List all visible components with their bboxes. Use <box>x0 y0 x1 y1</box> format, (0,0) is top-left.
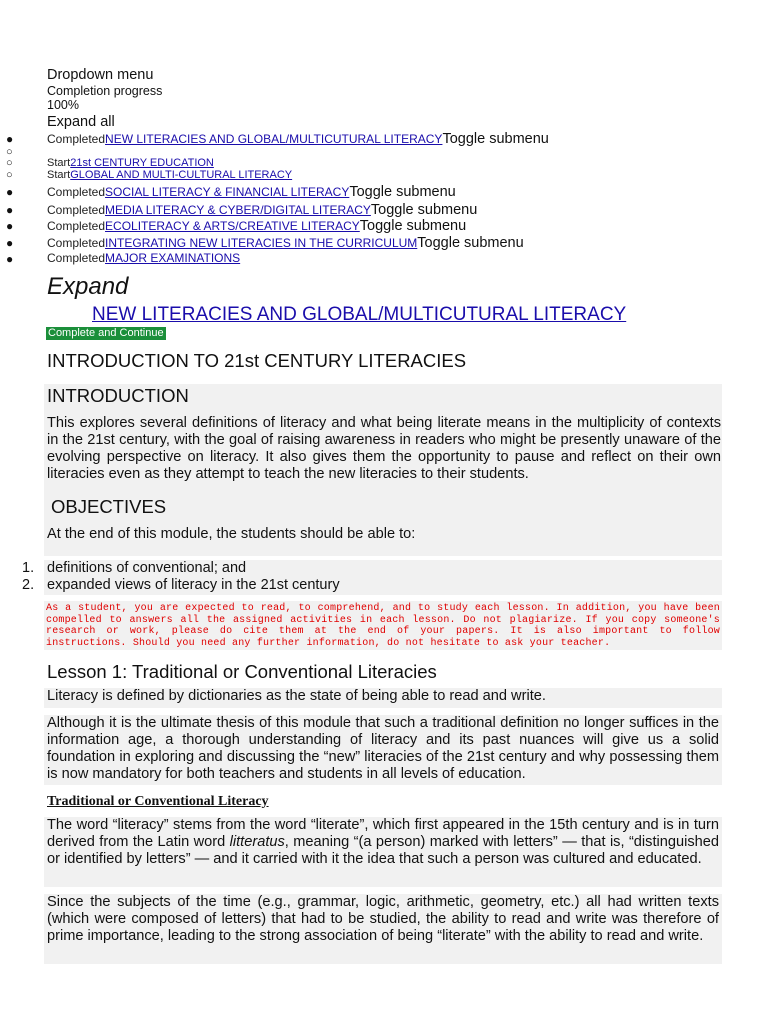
nav-item <box>0 131 549 147</box>
nav-subitem-status: Start <box>47 169 71 181</box>
nav-subitem-link[interactable]: 21st CENTURY EDUCATION <box>70 157 214 169</box>
objectives-intro: At the end of this module, the students should be able to: <box>47 526 416 542</box>
bullet-icon: ● <box>6 203 14 217</box>
nav-subitem-status: Start <box>47 157 71 169</box>
complete-and-continue-button[interactable]: Complete and Continue <box>48 327 164 339</box>
paragraph-text: The word “literacy” stems from the word “literate”, which first appeared in the 15th century and is in turn derived from the Latin word <box>47 817 719 850</box>
circle-bullet-icon: ○ <box>6 157 13 169</box>
list-number: 2. <box>22 577 35 593</box>
nav-item-link[interactable]: MEDIA LITERACY & CYBER/DIGITAL LITERACY <box>105 203 371 217</box>
nav-item <box>0 218 466 234</box>
completion-percent: 100% <box>47 98 79 112</box>
subheading-traditional-literacy: Traditional or Conventional Literacy <box>47 794 269 809</box>
nav-item-status: Completed <box>47 251 106 265</box>
nav-item-status: Completed <box>47 219 106 233</box>
bullet-icon: ● <box>6 132 14 146</box>
lesson1-paragraph-4: Since the subjects of the time (e.g., grammar, logic, arithmetic, geometry, etc.) all had written texts (which were composed of letters) that had to be studied, the ability to read and write was therefore of prime importance, leading to the strong association of being “literate” with the ability to read and write. <box>44 894 722 964</box>
nav-item-link[interactable]: NEW LITERACIES AND GLOBAL/MULTICUTURAL LITERACY <box>105 132 443 146</box>
nav-subitem-link[interactable]: GLOBAL AND MULTI-CULTURAL LITERACY <box>70 169 293 181</box>
circle-bullet-icon: ○ <box>6 146 13 158</box>
nav-item-status: Completed <box>47 132 106 146</box>
dropdown-menu[interactable]: Dropdown menu <box>47 67 154 83</box>
intro-section <box>44 384 722 556</box>
nav-item <box>0 235 524 251</box>
nav-item <box>0 184 456 200</box>
nav-item-link[interactable]: MAJOR EXAMINATIONS <box>105 251 241 265</box>
lesson1-paragraph-1: Literacy is defined by dictionaries as the state of being able to read and write. <box>44 688 722 708</box>
nav-item-status: Completed <box>47 203 106 217</box>
expand-all-button[interactable]: Expand all <box>47 114 115 130</box>
nav-item <box>0 251 240 265</box>
nav-item-link[interactable]: SOCIAL LITERACY & FINANCIAL LITERACY <box>105 185 350 199</box>
objectives-list <box>22 560 722 595</box>
module-title-link[interactable]: NEW LITERACIES AND GLOBAL/MULTICUTURAL LITERACY <box>92 304 627 325</box>
paragraph-text: , meaning “(a person) marked with letters” — that is, “distinguished or identified by letters” — and it carried with it the idea that such a person was cultured and educated. <box>47 834 719 867</box>
nav-subitem <box>0 157 214 169</box>
circle-bullet-icon: ○ <box>6 169 13 181</box>
nav-subitem <box>0 169 292 181</box>
intro-heading: INTRODUCTION <box>47 385 189 406</box>
bullet-icon: ● <box>6 236 14 250</box>
bullet-icon: ● <box>6 185 14 199</box>
completion-progress-label: Completion progress <box>47 84 163 98</box>
bullet-icon: ● <box>6 219 14 233</box>
list-number: 1. <box>22 560 35 576</box>
nav-item-link[interactable]: ECOLITERACY & ARTS/CREATIVE LITERACY <box>105 219 360 233</box>
objective-item: definitions of conventional; and <box>47 560 247 576</box>
toggle-submenu-button[interactable]: Toggle submenu <box>370 202 478 218</box>
lesson-title: INTRODUCTION TO 21st CENTURY LITERACIES <box>47 350 467 371</box>
nav-item-link[interactable]: INTEGRATING NEW LITERACIES IN THE CURRICULUM <box>105 236 418 250</box>
intro-text: This explores several definitions of literacy and what being literate means in the multiplicity of contexts in the 21st century, with the goal of raising awareness in readers who might be presently unaware of the evolving perspective on literacy. It also gives them the opportunity to pause and reflect on their own literacies even as they attempt to teach the new literacies to their students. <box>47 415 721 482</box>
nav-item-status: Completed <box>47 236 106 250</box>
toggle-submenu-button[interactable]: Toggle submenu <box>442 131 549 147</box>
objective-item: expanded views of literacy in the 21st century <box>47 577 340 593</box>
nav-item-status: Completed <box>47 185 106 199</box>
nav-item <box>0 202 477 218</box>
lesson1-title: Lesson 1: Traditional or Conventional Literacies <box>47 661 437 682</box>
student-notice: As a student, you are expected to read, to comprehend, and to study each lesson. In addition, you have been compelled to answers all the assigned activities in each lesson. Do not plagiarize. If you copy someone's research or work, please do cite them at the end of your papers. It is also important to follow instructions. Should you need any further information, do not hesitate to ask your teacher. <box>46 603 720 649</box>
objectives-heading: OBJECTIVES <box>51 496 167 517</box>
toggle-submenu-button[interactable]: Toggle submenu <box>359 218 467 234</box>
expand-button[interactable]: Expand <box>47 273 129 300</box>
lesson1-paragraph-3 <box>44 817 722 887</box>
toggle-submenu-button[interactable]: Toggle submenu <box>349 184 456 200</box>
toggle-submenu-button[interactable]: Toggle submenu <box>417 235 524 251</box>
bullet-icon: ● <box>6 252 14 266</box>
latin-term: litteratus <box>229 834 285 850</box>
lesson1-paragraph-2: Although it is the ultimate thesis of this module that such a traditional definition no longer suffices in the information age, a thorough understanding of literacy and its past nuances will give us a solid foundation in exploring and discussing the “new” literacies of the 21st century and why possessing them is now mandatory for both teachers and students in all levels of education. <box>44 715 722 785</box>
